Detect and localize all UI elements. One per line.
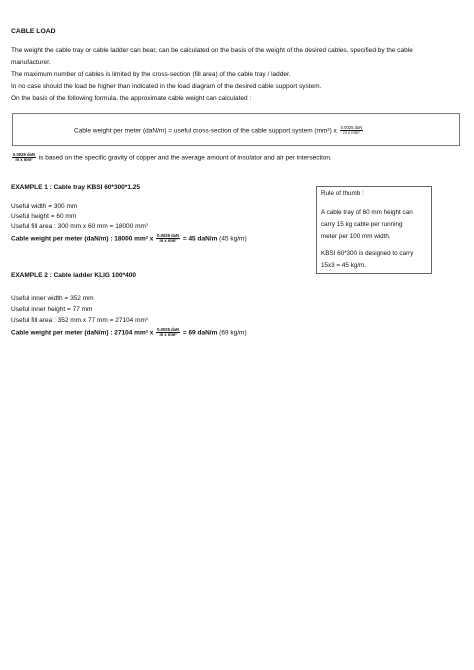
weight-label: Cable weight per meter (daN/m) : 27104 mm² x	[11, 329, 154, 337]
fill-area-text: Useful fill area : 352 mm x 77 mm = 27104 mm	[11, 317, 146, 324]
example-2-width: Useful inner width = 352 mm	[11, 295, 94, 302]
weight-fraction	[156, 328, 180, 337]
fraction-numerator: 0.0025 daN	[157, 233, 180, 238]
rule-of-thumb-title: Rule of thumb :	[321, 190, 364, 197]
formula	[74, 126, 364, 135]
rule-of-thumb-box	[316, 186, 432, 274]
weight-kg: (69 kg/m)	[219, 329, 247, 337]
formula-fraction	[340, 126, 364, 135]
rule-of-thumb-line: KBSI 60*300 is designed to carry	[321, 250, 414, 257]
superscript: 2	[145, 222, 149, 227]
weight-fraction	[156, 234, 180, 243]
note-fraction	[12, 153, 36, 162]
example-1-width: Useful width = 300 mm	[11, 203, 78, 210]
example-2-fill-area	[11, 318, 148, 325]
example-1-heading: EXAMPLE 1 : Cable tray KBSI 60*300*1.25	[11, 184, 140, 191]
fraction-denominator: m x mm²	[12, 157, 36, 162]
page-title: CABLE LOAD	[11, 28, 56, 35]
superscript: 2	[145, 316, 149, 321]
weight-result: = 69 daN/m	[182, 329, 218, 337]
intro-line-2: manufacturer.	[11, 59, 51, 66]
intro-line-1: The weight the cable tray or cable ladder can bear, can be calculated on the basis of the weight of the desired cables, specified by the cable	[11, 47, 413, 54]
example-2-weight	[11, 328, 247, 337]
intro-line-4: In no case should the load be higher than indicated in the load diagram of the desired cable support system.	[11, 83, 322, 90]
fill-area-text: Useful fill area : 300 mm x 60 mm = 18000 mm	[11, 223, 146, 230]
intro-line-5: On the basis of the following formula, the approximate cable weight can calculated :	[11, 95, 252, 102]
rule-of-thumb-line: carry 15 kg cable per running	[321, 221, 403, 228]
formula-box	[12, 113, 460, 146]
intro-line-3: The maximum number of cables is limited by the cross-section (fill area) of the cable tray / ladder.	[11, 71, 291, 78]
weight-result: = 45 daN/m	[182, 235, 218, 243]
fraction-numerator: 0.0025 daN	[157, 327, 180, 332]
example-1-fill-area	[11, 224, 148, 231]
weight-kg: (45 kg/m)	[219, 235, 247, 243]
fraction-denominator: m x mm²	[156, 238, 180, 243]
fraction-numerator: 0.0025 daN	[13, 152, 35, 157]
example-1-height: Useful height = 60 mm	[11, 213, 77, 220]
fraction-denominator: m x mm²	[340, 130, 364, 135]
weight-label: Cable weight per meter (daN/m) : 18000 mm² x	[11, 235, 154, 243]
rule-of-thumb-line: meter per 100 mm width.	[321, 233, 391, 240]
example-2-height: Useful inner height = 77 mm	[11, 306, 93, 313]
factor-note	[11, 153, 332, 162]
note-text: is based on the specific gravity of copper and the average amount of insulator and air per intersection.	[38, 154, 332, 162]
example-2-heading: EXAMPLE 2 : Cable ladder KLIG 100*400	[11, 272, 136, 279]
fraction-numerator: 0.0025 daN	[340, 125, 363, 130]
example-1-weight	[11, 234, 247, 243]
formula-text: Cable weight per meter (daN/m) = useful cross-section of the cable support system (mm²) x	[74, 127, 337, 135]
rule-of-thumb-line: A cable tray of 60 mm height can	[321, 209, 413, 216]
rule-of-thumb-line: 15x3 = 45 kg/m.	[321, 262, 366, 269]
fraction-denominator: m x mm²	[156, 332, 180, 337]
